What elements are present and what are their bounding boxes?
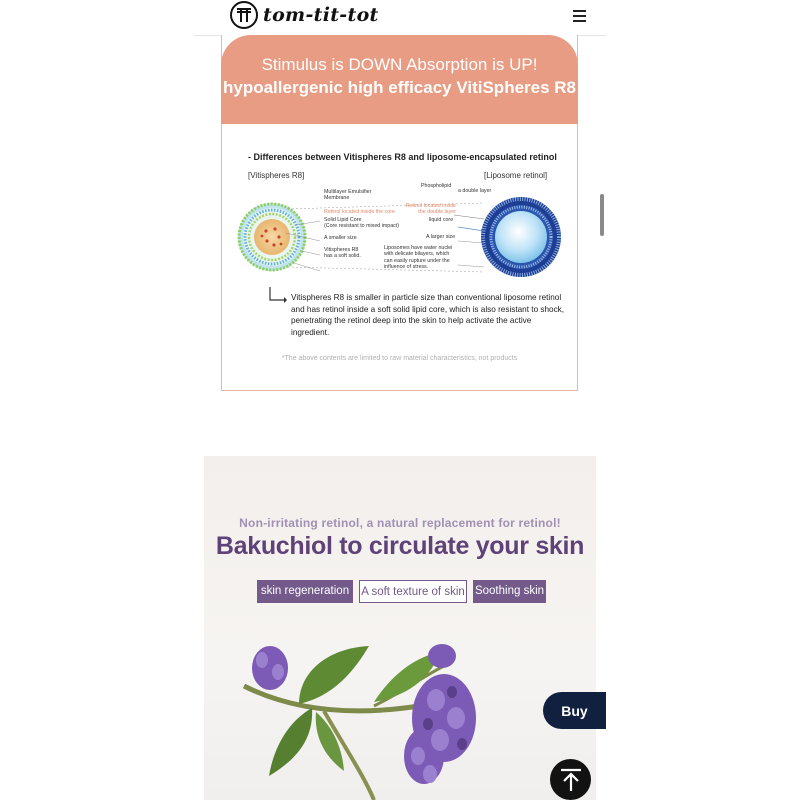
tag-skin-regeneration: skin regeneration bbox=[257, 580, 353, 603]
hamburger-icon[interactable] bbox=[573, 10, 587, 22]
ann-liposome-rupture: Liposomes have water nuclei with delicate bilayers, which can easily rupture under the influence of stress. bbox=[384, 245, 453, 271]
corner-arrow-icon bbox=[268, 287, 288, 305]
tag-soothing-skin: Soothing skin bbox=[473, 580, 546, 603]
tag-soft-texture: A soft texture of skin bbox=[359, 580, 467, 603]
buy-button[interactable]: Buy bbox=[543, 692, 606, 729]
raw-material-note: *The above contents are limited to raw material characteristics, not products bbox=[281, 355, 518, 362]
description-text: Vitispheres R8 is smaller in particle size than conventional liposome retinol and has retinol inside a soft solid lipid core, which is also resistant to shock, penetrating the retinol deep into the skin to help activate the active ingredient. bbox=[291, 293, 565, 337]
logo[interactable] bbox=[230, 1, 379, 29]
purple-flower-illustration bbox=[204, 456, 596, 800]
ann-phospholipid: Phospholipid bbox=[421, 183, 452, 189]
tt-monogram-icon bbox=[230, 1, 258, 29]
bakuchiol-title: Bakuchiol to circulate your skin bbox=[215, 532, 585, 560]
scroll-to-top-button[interactable] bbox=[550, 759, 591, 800]
liposome-particle bbox=[481, 197, 561, 277]
ann-soft-solid: Vitispheres R8 has a soft solid. bbox=[324, 247, 361, 260]
ann-multilayer: Multilayer Emulsifier Membrane bbox=[324, 189, 372, 202]
label-liposome: [Liposome retinol] bbox=[484, 171, 548, 180]
banner bbox=[221, 35, 578, 124]
ann-solid-lipid-core: Solid Lipid Core (Core resistant to mixed impact) bbox=[324, 217, 400, 230]
banner-line2: hypoallergenic high efficacy VitiSpheres R8 bbox=[222, 78, 577, 97]
ann-retinol-inside-core: Retinol located inside the core bbox=[324, 209, 395, 215]
ann-double-layer: a double layer bbox=[458, 188, 492, 194]
bakuchiol-subtitle: Non-irritating retinol, a natural replacement for retinol! bbox=[239, 516, 561, 530]
ann-liquid-core: liquid core bbox=[429, 217, 454, 223]
label-vitispheres: [Vitispheres R8] bbox=[248, 171, 305, 180]
vitispheres-particle bbox=[238, 203, 306, 271]
ann-larger-size: A larger size bbox=[426, 234, 456, 240]
differences-title: - Differences between Vitispheres R8 and liposome-encapsulated retinol bbox=[248, 152, 557, 162]
vitispheres-card bbox=[221, 35, 578, 391]
site-header bbox=[194, 0, 606, 36]
arrow-up-to-top-icon bbox=[558, 767, 584, 793]
logo-text: tom-tit-tot bbox=[263, 4, 379, 26]
bakuchiol-section bbox=[204, 456, 596, 800]
banner-line1: Stimulus is DOWN Absorption is UP! bbox=[261, 55, 538, 74]
ann-smaller-size: A smaller size bbox=[324, 235, 357, 241]
scrollbar-thumb[interactable] bbox=[600, 194, 604, 236]
ann-retinol-double-layer: Retinol located inside the double layer bbox=[405, 203, 456, 216]
